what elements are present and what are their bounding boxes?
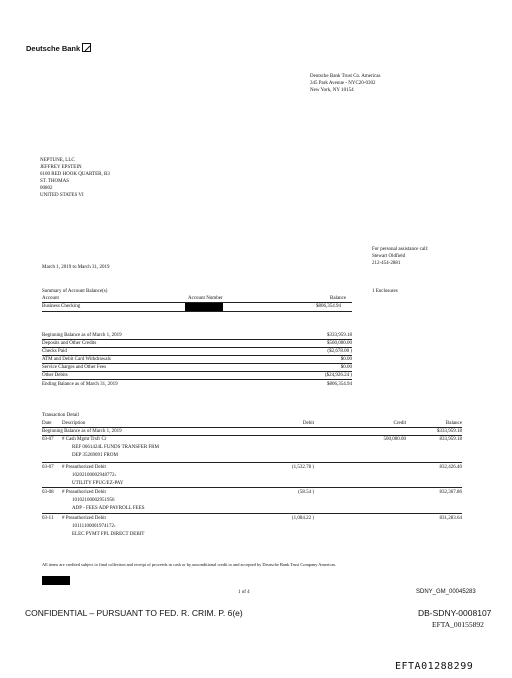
statement-period: March 1, 2019 to March 31, 2019: [42, 265, 110, 270]
tx-date: 03-07: [42, 465, 54, 470]
table-row: [42, 515, 462, 541]
customer-address-line: JEFFREY EPSTEIN: [40, 165, 82, 170]
tx-description-line: # Preauthorized Debit: [62, 490, 106, 495]
customer-address-line: ST. THOMAS: [40, 179, 69, 184]
divider: [42, 462, 462, 463]
summary-row-balance: $806,354.94: [316, 304, 341, 309]
customer-address-line: 6100 RED HOOK QUARTER, B3: [40, 172, 110, 177]
assistance-phone: 212-454-2881: [372, 261, 401, 266]
balance-value: $333,959.18: [327, 333, 352, 338]
bank-address: [310, 73, 380, 94]
header-description: Description: [62, 421, 86, 426]
tx-description-line: ADP - FEES ADP PAYROLL FEES: [72, 506, 145, 511]
bank-logo-text: Deutsche Bank: [26, 44, 81, 53]
tx-debit: (1,084.22 ): [291, 516, 314, 521]
header-balance: Balance: [445, 421, 462, 426]
bank-address-line: New York, NY 10154: [310, 88, 354, 93]
redaction-block: [185, 303, 223, 311]
table-row: [42, 489, 462, 515]
customer-address: [40, 157, 110, 199]
summary-col-account: Account: [42, 296, 59, 301]
balance-label: Checks Paid: [42, 349, 67, 354]
bank-address-line: 345 Park Avenue - NYC20-0302: [310, 81, 376, 86]
tx-balance: 833,959.18: [439, 437, 462, 442]
tx-description-line: UTILITY FPUC/EZ-PAY: [72, 481, 124, 486]
divider: [42, 487, 462, 488]
transactions-title: Transaction Detail: [42, 413, 79, 418]
bates-sdny: SDNY_GM_00045283: [416, 589, 476, 595]
tx-date: 03-08: [42, 490, 54, 495]
beginning-balance-value: $333,959.18: [437, 429, 462, 434]
balance-value: ($2,678.00 ): [327, 349, 352, 354]
assistance-line: For personal assistance call:: [372, 247, 429, 252]
summary-title: Summary of Account Balance(s): [42, 289, 108, 294]
header-credit: Credit: [393, 421, 406, 426]
tx-balance: 832,367.86: [439, 490, 462, 495]
page-number: 1 of 4: [238, 590, 250, 595]
customer-address-line: NEPTUNE, LLC: [40, 158, 75, 163]
balance-value: $806,354.94: [327, 382, 352, 387]
tx-description-line: REF 0661424L FUNDS TRANSFER FRM: [72, 445, 159, 450]
tx-date: 03-07: [42, 437, 54, 442]
tx-balance: 831,283.64: [439, 516, 462, 521]
tx-description-line: 10111100001974172‹: [72, 524, 116, 529]
balance-value: $500,000.00: [327, 341, 352, 346]
balance-label: Beginning Balance as of March 1, 2019: [42, 333, 122, 338]
tx-description-line: DEP 35269091 FROM: [72, 453, 118, 458]
tx-debit: (1,532.78 ): [291, 465, 314, 470]
customer-address-line: 00802: [40, 186, 53, 191]
divider: [42, 311, 352, 312]
table-row: [42, 436, 462, 462]
divider: [42, 513, 462, 514]
confidential-notice: CONFIDENTIAL – PURSUANT TO FED. R. CRIM. P. 6(e): [25, 608, 243, 618]
tx-debit: (58.54 ): [298, 490, 314, 495]
balance-label: ATM and Debit Card Withdrawals: [42, 357, 111, 362]
balance-value: $0.00: [340, 357, 352, 362]
tx-description-line: # Cash Mgmt Trsfr Cr: [62, 437, 107, 442]
enclosures: 1 Enclosures: [372, 289, 398, 294]
balance-value: ($24,926.24 ): [324, 373, 352, 378]
efta-number: EFTA01288299: [395, 661, 474, 672]
summary-col-balance: Balance: [330, 296, 347, 301]
balance-row: [42, 381, 352, 389]
balance-label: Ending Balance as of March 31, 2019: [42, 382, 118, 387]
divider: [42, 379, 352, 380]
balance-label: Service Charges and Other Fees: [42, 365, 107, 370]
db-sdny-number: DB-SDNY-0008107: [418, 608, 492, 618]
summary-col-number: Account Number: [188, 296, 223, 301]
tx-description-line: 10202100002948772‹: [72, 473, 117, 478]
tx-description-line: 10102100002951956: [72, 498, 115, 503]
tx-description-line: # Preauthorized Debit: [62, 516, 106, 521]
balance-label: Other Debits: [42, 373, 68, 378]
header-debit: Debit: [302, 421, 314, 426]
assistance-block: [372, 246, 428, 267]
summary-row-account: Business Checking: [42, 304, 81, 309]
tx-description-line: ELEC PYMT FPL DIRECT DEBIT: [72, 532, 145, 537]
bank-address-line: Deutsche Bank Trust Co. Americas: [310, 74, 381, 79]
tx-date: 03-11: [42, 516, 54, 521]
tx-credit: 500,000.00: [383, 437, 406, 442]
bank-logo-icon: [82, 43, 91, 52]
beginning-balance-label: Beginning Balance as of March 1, 2019: [42, 429, 122, 434]
collection-note: All items are credited subject to final collection and receipt of proceeds in cash or by unconditional credit to and accepted by Deutsche Bank Trust Company Americas.: [42, 562, 337, 567]
balance-label: Deposits and Other Credits: [42, 341, 97, 346]
tx-balance: 832,426.40: [439, 465, 462, 470]
tx-description-line: # Preauthorized Debit: [62, 465, 106, 470]
header-date: Date: [42, 421, 52, 426]
customer-address-line: UNITED STATES VI: [40, 193, 84, 198]
balance-value: $0.00: [340, 365, 352, 370]
efta-small: EFTA_00155892: [432, 620, 484, 629]
redaction-block: [42, 576, 70, 585]
assistance-name: Stewart Oldfield: [372, 254, 406, 259]
